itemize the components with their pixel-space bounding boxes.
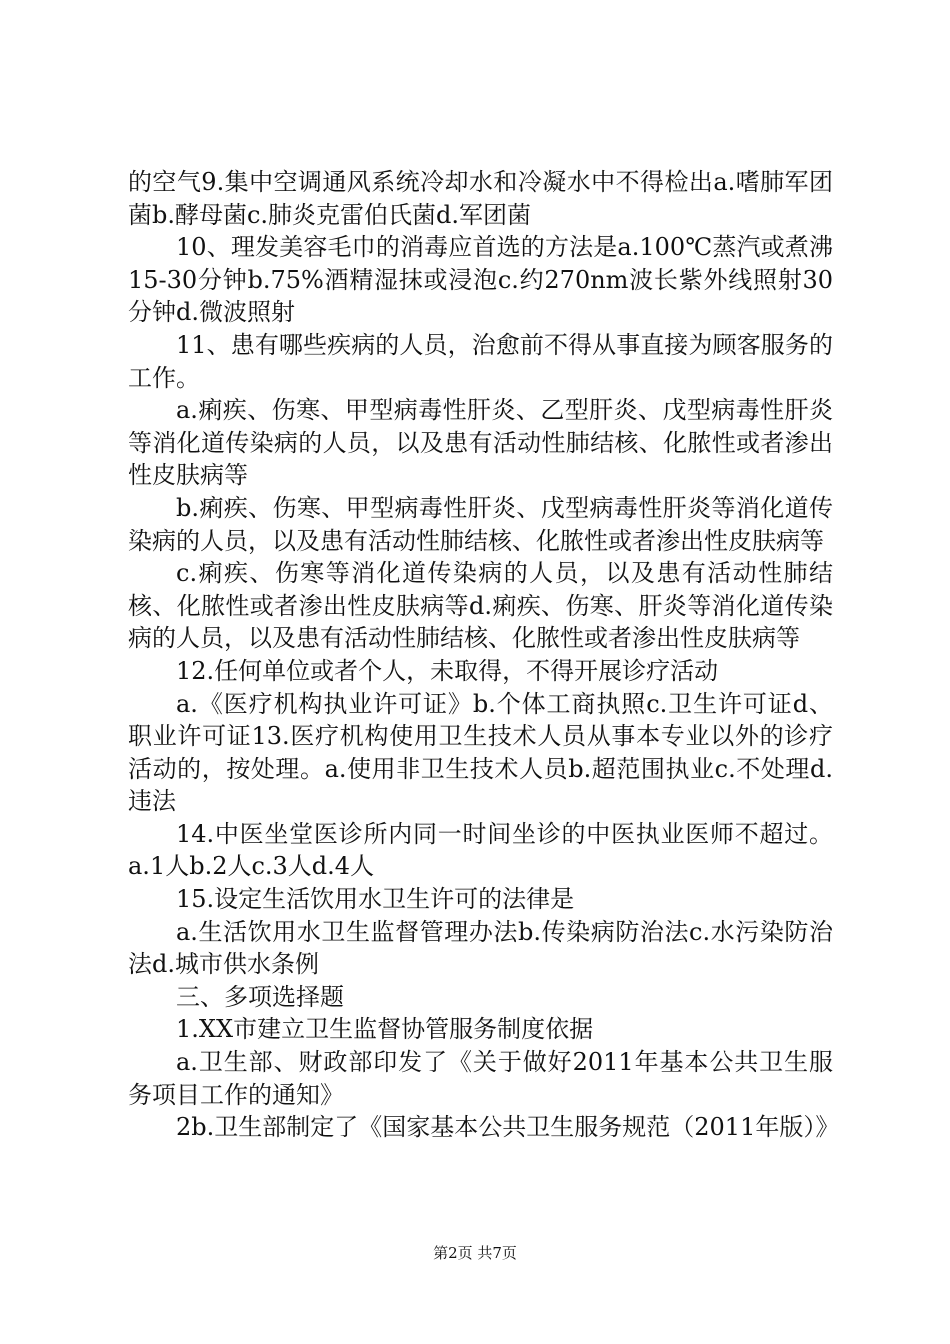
- paragraph: 2b.卫生部制定了《国家基本公共卫生服务规范（2011年版）》: [176, 1113, 840, 1142]
- paragraph: 12.任何单位或者个人，未取得，不得开展诊疗活动: [176, 656, 719, 685]
- paragraph: a.生活饮用水卫生监督管理办法b.传染病防治法c.水污染防治法d.城市供水条例: [128, 917, 833, 979]
- paragraph: a.痢疾、伤寒、甲型病毒性肝炎、乙型肝炎、戊型病毒性肝炎等消化道传染病的人员，以及患有活动性肺结核、化脓性或者渗出性皮肤病等: [128, 396, 833, 490]
- paragraph: 14.中医坐堂医诊所内同一时间坐诊的中医执业医师不超过。a.1人b.2人c.3人d.4人: [128, 819, 833, 881]
- paragraph: a.卫生部、财政部印发了《关于做好2011年基本公共卫生服务项目工作的通知》: [128, 1048, 833, 1109]
- paragraph: c.痢疾、伤寒等消化道传染病的人员，以及患有活动性肺结核、化脓性或者渗出性皮肤病等d.痢疾、伤寒、肝炎等消化道传染病的人员，以及患有活动性肺结核、化脓性或者渗出性皮肤病等: [128, 559, 833, 653]
- paragraph: 的空气9.集中空调通风系统冷却水和冷凝水中不得检出a.嗜肺军团菌b.酵母菌c.肺炎克雷伯氏菌d.军团菌: [128, 168, 833, 229]
- paragraph: 1.XX市建立卫生监督协管服务制度依据: [176, 1015, 594, 1044]
- paragraph: 10、理发美容毛巾的消毒应首选的方法是a.100℃蒸汽或煮沸15-30分钟b.75%酒精湿抹或浸泡c.约270nm波长紫外线照射30分钟d.微波照射: [128, 233, 833, 327]
- document-body: [128, 166, 840, 1144]
- paragraph: a.《医疗机构执业许可证》b.个体工商执照c.卫生许可证d、职业许可证13.医疗机构使用卫生技术人员从事本专业以外的诊疗活动的，按处理。a.使用非卫生技术人员b.超范围执业c.不处理d.违法: [128, 689, 833, 816]
- section-heading: 三、多项选择题: [176, 982, 344, 1011]
- paragraph: 15.设定生活饮用水卫生许可的法律是: [176, 885, 575, 914]
- page-number-footer: 第2页 共7页: [433, 1244, 517, 1262]
- paragraph: b.痢疾、伤寒、甲型病毒性肝炎、戊型病毒性肝炎等消化道传染病的人员，以及患有活动性肺结核、化脓性或者渗出性皮肤病等: [128, 493, 833, 555]
- paragraph: 11、患有哪些疾病的人员，治愈前不得从事直接为顾客服务的工作。: [128, 330, 833, 392]
